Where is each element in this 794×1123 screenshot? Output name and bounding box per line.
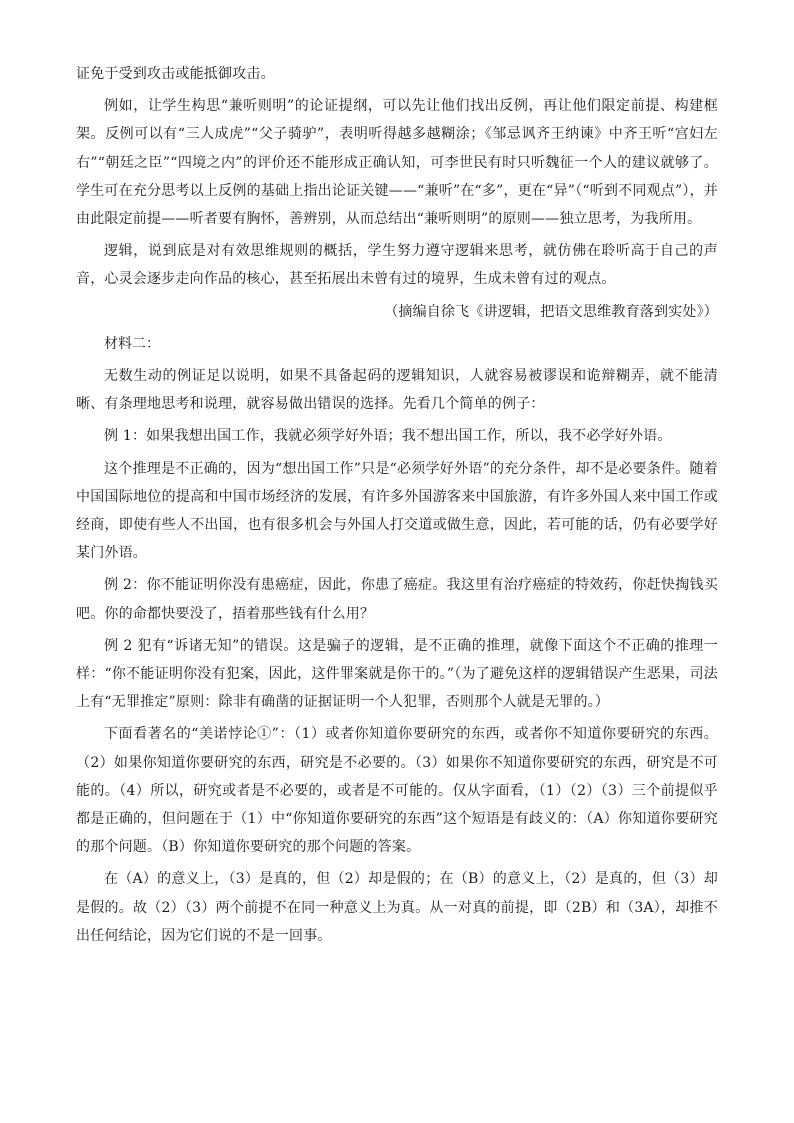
paragraph-logic-summary: 逻辑，说到底是对有效思维规则的概括，学生努力遵守逻辑来思考，就仿佛在聆听高于自己的声音，心灵会逐步走向作品的核心，甚至拓展出未曾有过的境界，生成未曾有过的观点。 bbox=[76, 243, 718, 288]
paragraph-meno-analysis: 在（A）的意义上，（3）是真的，但（2）却是假的；在（B）的意义上，（2）是真的，但（3）却是假的。故（2）（3）两个前提不在同一种意义上为真。从一对真的前提，即（2B）和（3A），却推不出任何结论，因为它们说的不是一回事。 bbox=[76, 871, 718, 944]
material-two-heading: 材料二： bbox=[104, 335, 160, 352]
document-page bbox=[76, 60, 718, 954]
paragraph-example-1-analysis: 这个推理是不正确的，因为“想出国工作”只是“必须学好外语”的充分条件，却不是必要条件。随着中国国际地位的提高和中国市场经济的发展，有许多外国游客来中国旅游，有许多外国人来中国工作或经商，即使有些人不出国，也有很多机会与外国人打交道或做生意，因此，若可能的话，仍有必要学好某门外语。 bbox=[76, 460, 718, 562]
paragraph-example-1: 例 1：如果我想出国工作，我就必须学好外语；我不想出国工作，所以，我不必学好外语。 bbox=[104, 428, 672, 445]
paragraph-example-2-analysis: 例 2 犯有“诉诸无知”的错误。这是骗子的逻辑，是不正确的推理，就像下面这个不正确的推理一样：“你不能证明你没有犯案，因此，这件罪案就是你干的。”（为了避免这样的逻辑错误产生恶果，司法上有“无罪推定”原则：除非有确凿的证据证明一个人犯罪，否则那个人就是无罪的。） bbox=[76, 637, 718, 711]
paragraph-continuation: 证免于受到攻击或能抵御攻击。 bbox=[76, 66, 275, 82]
paragraph-intro-examples: 无数生动的例证足以说明，如果不具备起码的逻辑知识，人就容易被谬误和诡辩糊弄，就不能清晰、有条理地思考和说理，就容易做出错误的选择。先看几个简单的例子： bbox=[76, 368, 718, 413]
paragraph-meno-paradox: 下面看著名的“美诺悖论①”：（1）或者你知道你要研究的东西，或者你不知道你要研究的东西。（2）如果你知道你要研究的东西，研究是不必要的。（3）如果你不知道你要研究的东西，研究是不可能的。（4）所以，研究或者是不必要的，或者是不可能的。仅从字面看，（1）（2）（3）三个前提似乎都是正确的，但问题在于（1）中“你知道你要研究的东西”这个短语是有歧义的：（A）你知道你要研究的那个问题。（B）你知道你要研究的那个问题的答案。 bbox=[76, 726, 718, 856]
paragraph-example-2: 例 2：你不能证明你没有患癌症，因此，你患了癌症。我这里有治疗癌症的特效药，你赶快掏钱买吧。你的命都快要没了，捂着那些钱有什么用？ bbox=[76, 577, 718, 622]
paragraph-example-argument: 例如，让学生构思“兼听则明”的论证提纲，可以先让他们找出反例，再让他们限定前提、构建框架。反例可以有“三人成虎”“父子骑驴”，表明听得越多越糊涂；《邹忌讽齐王纳谏》中齐王听“宫妇左右”“朝廷之臣”“四境之内”的评价还不能形成正确认知，可李世民有时只听魏征一个人的建议就够了。学生可在充分思考以上反例的基础上指出论证关键——“兼听”在“多”，更在“异”（“听到不同观点”），并由此限定前提——听者要有胸怀，善辨别，从而总结出“兼听则明”的原则——独立思考，为我所用。 bbox=[76, 98, 718, 228]
source-citation: （摘编自徐飞《讲逻辑，把语文思维教育落到实处》） bbox=[384, 303, 718, 320]
